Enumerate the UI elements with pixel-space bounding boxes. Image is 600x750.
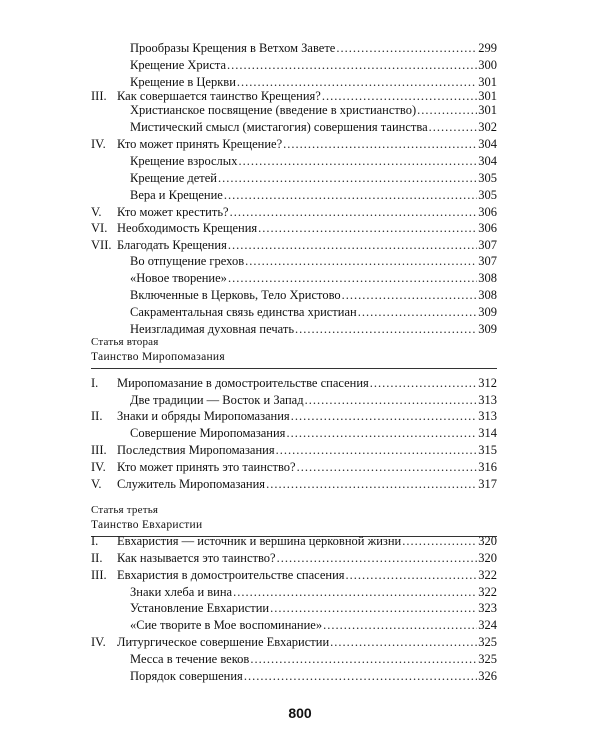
toc-dot-leader [277, 549, 478, 567]
toc-entry-number: IV. [91, 137, 106, 151]
section3-title: Таинство Евхаристии [91, 519, 203, 531]
toc-entry-number: II. [91, 551, 103, 565]
toc-dot-leader [286, 424, 477, 442]
toc-dot-leader [297, 458, 478, 476]
toc-entry[interactable] [0, 441, 497, 459]
toc-dot-leader [402, 532, 477, 550]
toc-dot-leader [270, 599, 477, 617]
toc-entry-title: «Новое творение» [130, 271, 227, 285]
toc-entry-page: 325 [478, 635, 497, 649]
toc-entry-page: 305 [478, 171, 497, 185]
toc-entry-number: III. [91, 443, 107, 457]
toc-dot-leader [224, 186, 477, 204]
toc-entry[interactable] [0, 303, 497, 321]
toc-dot-leader [266, 475, 477, 493]
toc-entry-title: Крещение детей [130, 171, 217, 185]
toc-entry[interactable] [0, 286, 497, 304]
toc-entry-title: Евхаристия в домостроительстве спасения [117, 568, 345, 582]
toc-entry-number: III. [91, 568, 107, 582]
toc-entry-page: 326 [478, 669, 497, 683]
toc-entry-title: «Сие творите в Мое воспоминание» [130, 618, 323, 632]
toc-entry[interactable] [0, 424, 497, 442]
toc-entry-title: Как совершается таинство Крещения? [117, 89, 321, 103]
toc-entry-page: 299 [478, 41, 497, 55]
toc-entry-page: 301 [478, 89, 497, 103]
toc-entry-title: Знаки и обряды Миропомазания [117, 409, 290, 423]
toc-entry-title: Крещение Христа [130, 58, 227, 72]
toc-entry-page: 313 [478, 393, 497, 407]
toc-dot-leader [218, 169, 477, 187]
toc-entry-number: IV. [91, 635, 106, 649]
toc-entry-page: 300 [478, 58, 497, 72]
toc-entry-number: IV. [91, 460, 106, 474]
toc-entry[interactable] [0, 135, 497, 153]
toc-dot-leader [323, 616, 477, 634]
toc-entry[interactable] [0, 616, 497, 634]
toc-entry-page: 312 [478, 376, 497, 390]
toc-entry-page: 308 [478, 271, 497, 285]
toc-entry-title: Порядок совершения [130, 669, 243, 683]
toc-entry-page: 320 [478, 551, 497, 565]
toc-entry-title: Служитель Миропомазания [117, 477, 266, 491]
toc-entry[interactable] [0, 118, 497, 136]
toc-entry-number: III. [91, 89, 107, 103]
toc-dot-leader [238, 152, 477, 170]
toc-entry-title: Совершение Миропомазания [130, 426, 286, 440]
toc-entry-page: 301 [478, 103, 497, 117]
toc-entry-number: V. [91, 477, 102, 491]
toc-entry-page: 323 [478, 601, 497, 615]
toc-entry-page: 324 [478, 618, 497, 632]
toc-entry[interactable] [0, 549, 497, 567]
toc-dot-leader [417, 101, 477, 119]
toc-dot-leader [429, 118, 478, 136]
toc-entry-page: 304 [478, 137, 497, 151]
toc-dot-leader [342, 286, 478, 304]
toc-entry[interactable] [0, 633, 497, 651]
toc-entry-title: Кто может принять это таинство? [117, 460, 296, 474]
section2-rule [91, 368, 497, 369]
toc-entry-page: 306 [478, 221, 497, 235]
toc-entry-number: VI. [91, 221, 108, 235]
toc-entry-title: Крещение в Церкви [130, 75, 236, 89]
toc-entry[interactable] [0, 599, 497, 617]
toc-entry-page: 307 [478, 238, 497, 252]
toc-entry[interactable] [0, 650, 497, 668]
toc-dot-leader [336, 39, 477, 57]
toc-entry-page: 322 [478, 568, 497, 582]
toc-entry-page: 315 [478, 443, 497, 457]
toc-entry-title: Крещение взрослых [130, 154, 238, 168]
toc-entry[interactable] [0, 475, 497, 493]
toc-entry[interactable] [0, 667, 497, 685]
toc-entry-title: Две традиции — Восток и Запад [130, 393, 304, 407]
toc-entry-title: Как называется это таинство? [117, 551, 276, 565]
toc-entry-title: Евхаристия — источник и вершина церковной жизни [117, 534, 402, 548]
toc-dot-leader [370, 374, 477, 392]
toc-entry-title: Необходимость Крещения [117, 221, 258, 235]
toc-entry[interactable] [0, 269, 497, 287]
toc-entry-page: 314 [478, 426, 497, 440]
toc-entry-page: 317 [478, 477, 497, 491]
toc-dot-leader [330, 633, 477, 651]
toc-entry-page: 301 [478, 75, 497, 89]
toc-dot-leader [227, 56, 477, 74]
toc-entry[interactable] [0, 252, 497, 270]
toc-entry-page: 308 [478, 288, 497, 302]
toc-entry-number: VII. [91, 238, 112, 252]
toc-dot-leader [245, 252, 477, 270]
toc-entry[interactable] [0, 407, 497, 425]
toc-entry-page: 304 [478, 154, 497, 168]
toc-entry[interactable] [0, 320, 497, 338]
toc-dot-leader [346, 566, 478, 584]
toc-entry-title: Знаки хлеба и вина [130, 585, 233, 599]
toc-entry-page: 309 [478, 322, 497, 336]
toc-dot-leader [258, 219, 477, 237]
toc-entry-title: Прообразы Крещения в Ветхом Завете [130, 41, 336, 55]
toc-entry-title: Кто может крестить? [117, 205, 229, 219]
toc-entry[interactable] [0, 56, 497, 74]
toc-entry-title: Включенные в Церковь, Тело Христово [130, 288, 341, 302]
toc-entry-number: I. [91, 376, 99, 390]
toc-entry-title: Месса в течение веков [130, 652, 250, 666]
toc-entry-title: Последствия Миропомазания [117, 443, 275, 457]
toc-entry-title: Мистический смысл (мистагогия) совершения таинства [130, 120, 428, 134]
toc-entry-page: 307 [478, 254, 497, 268]
toc-dot-leader [283, 135, 477, 153]
toc-entry-page: 306 [478, 205, 497, 219]
toc-entry-number: V. [91, 205, 102, 219]
toc-entry[interactable] [0, 374, 497, 392]
toc-entry-page: 322 [478, 585, 497, 599]
toc-entry-page: 320 [478, 534, 497, 548]
toc-entry-title: Литургическое совершение Евхаристии [117, 635, 330, 649]
toc-entry[interactable] [0, 39, 497, 57]
toc-entry[interactable] [0, 152, 497, 170]
toc-dot-leader [291, 407, 478, 425]
toc-entry-page: 302 [478, 120, 497, 134]
toc-entry[interactable] [0, 219, 497, 237]
toc-dot-leader [295, 320, 477, 338]
toc-entry[interactable] [0, 186, 497, 204]
toc-entry-title: Миропомазание в домостроительстве спасения [117, 376, 369, 390]
toc-entry-title: Установление Евхаристии [130, 601, 270, 615]
toc-entry-title: Христианское посвящение (введение в христианство) [130, 103, 417, 117]
toc-entry[interactable] [0, 169, 497, 187]
toc-entry-page: 325 [478, 652, 497, 666]
page-number: 800 [288, 705, 312, 721]
toc-entry-page: 309 [478, 305, 497, 319]
toc-entry-number: I. [91, 534, 99, 548]
toc-dot-leader [228, 269, 477, 287]
toc-entry-page: 316 [478, 460, 497, 474]
toc-entry-page: 313 [478, 409, 497, 423]
section2-title: Таинство Миропомазания [91, 351, 225, 363]
toc-dot-leader [358, 303, 478, 321]
toc-entry[interactable] [0, 101, 497, 119]
toc-entry-title: Сакраментальная связь единства христиан [130, 305, 357, 319]
section3-header: Статья третья [91, 504, 159, 516]
toc-entry-title: Благодать Крещения [117, 238, 227, 252]
toc-dot-leader [276, 441, 478, 459]
toc-dot-leader [250, 650, 477, 668]
toc-entry-title: Во отпущение грехов [130, 254, 245, 268]
toc-entry-title: Неизгладимая духовная печать [130, 322, 295, 336]
toc-entry[interactable] [0, 532, 497, 550]
toc-dot-leader [244, 667, 477, 685]
toc-entry-title: Кто может принять Крещение? [117, 137, 283, 151]
toc-entry-number: II. [91, 409, 103, 423]
toc-entry[interactable] [0, 566, 497, 584]
toc-entry-page: 305 [478, 188, 497, 202]
section2-header: Статья вторая [91, 336, 159, 348]
toc-entry[interactable] [0, 458, 497, 476]
toc-entry-title: Вера и Крещение [130, 188, 223, 202]
